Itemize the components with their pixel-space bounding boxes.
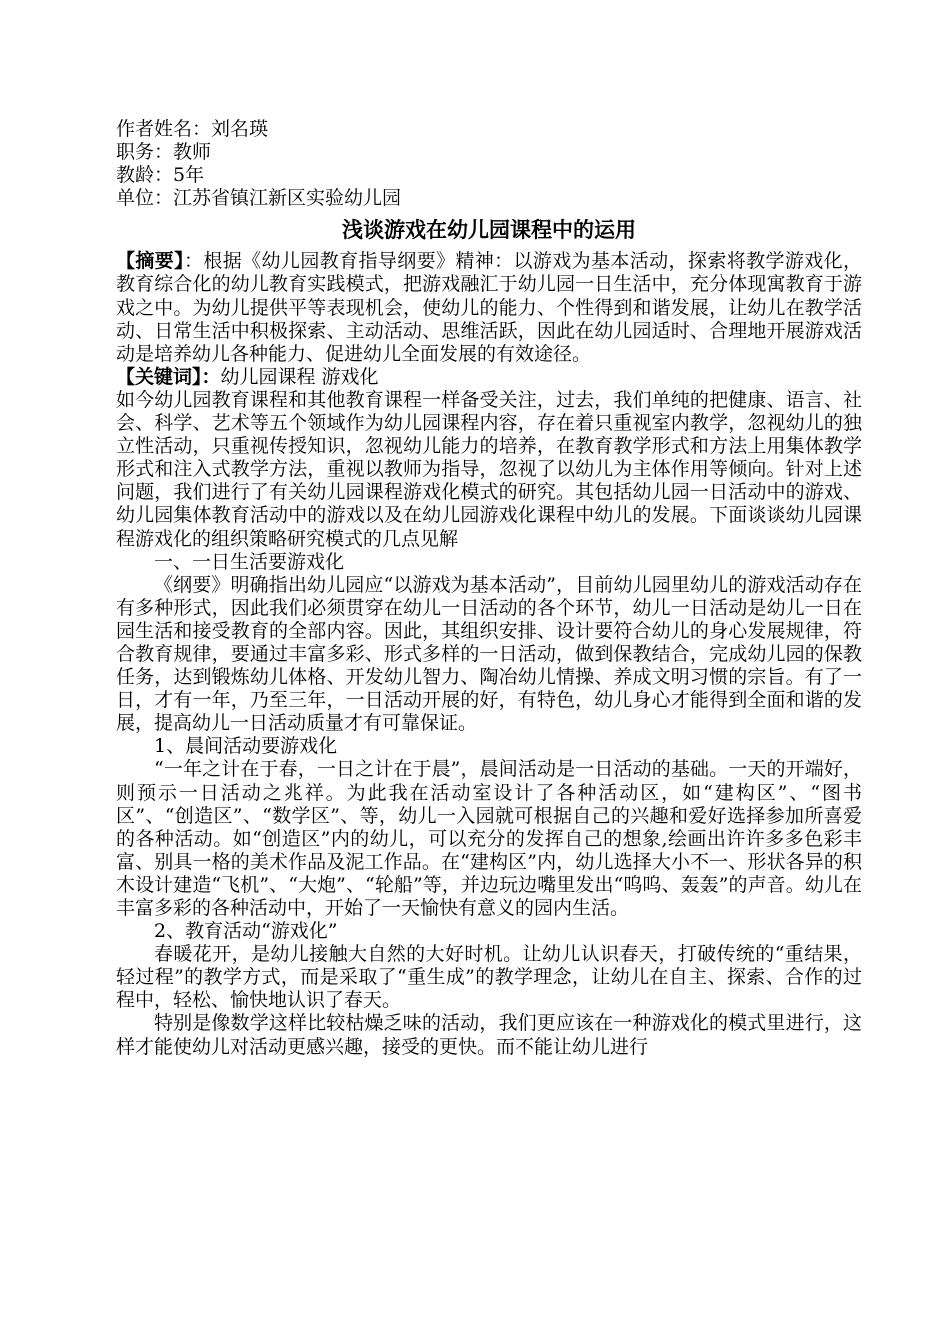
subsection-heading-1: 1、晨间活动要游戏化 xyxy=(154,735,338,758)
abstract-label: 【摘要】 xyxy=(116,250,185,273)
abstract-text: ：根据《幼儿园教育指导纲要》精神：以游戏为基本活动，探索将教学游戏化，教育综合化的幼儿教育实践模式，把游戏融汇于幼儿园一日生活中，充分体现寓教育于游戏之中。为幼儿提供平等表现机会，使幼儿的能力、个性得到和谐发展，让幼儿在教学活动、日常生活中积极探索、主动活动、思维活跃，因此在幼儿园适时、合理地开展游戏活动是培养幼儿各种能力、促进幼儿全面发展的有效途径。 xyxy=(116,250,862,365)
keywords-text: 幼儿园课程 游戏化 xyxy=(220,365,379,388)
abstract-paragraph xyxy=(116,250,862,365)
intro-paragraph: 如今幼儿园教育课程和其他教育课程一样备受关注，过去，我们单纯的把健康、语言、社会、科学、艺术等五个领域作为幼儿园课程内容，存在着只重视室内教学，忽视幼儿的独立性活动，只重视传授知识，忽视幼儿能力的培养，在教育教学形式和方法上用集体教学形式和注入式教学方法，重视以教师为指导，忽视了以幼儿为主体作用等倾向。针对上述问题，我们进行了有关幼儿园课程游戏化模式的研究。其包括幼儿园一日活动中的游戏、幼儿园集体教育活动中的游戏以及在幼儿园游戏化课程中幼儿的发展。下面谈谈幼儿园课程游戏化的组织策略研究模式的几点见解 xyxy=(116,388,862,550)
keywords-paragraph xyxy=(116,366,862,389)
work-unit: 单位：江苏省镇江新区实验幼儿园 xyxy=(116,187,402,210)
subsection-heading-2: 2、教育活动“游戏化” xyxy=(154,920,338,943)
body-paragraph-1: 《纲要》明确指出幼儿园应“以游戏为基本活动”，目前幼儿园里幼儿的游戏活动存在有多种形式，因此我们必须贯穿在幼儿一日活动的各个环节，幼儿一日活动是幼儿一日在园生活和接受教育的全部内容。因此，其组织安排、设计要符合幼儿的身心发展规律，符合教育规律，要通过丰富多彩、形式多样的一日活动，做到保教结合，完成幼儿园的保教任务，达到锻炼幼儿体格、开发幼儿智力、陶冶幼儿情操、养成文明习惯的宗旨。有了一日，才有一年，乃至三年，一日活动开展的好，有特色，幼儿身心才能得到全面和谐的发展，提高幼儿一日活动质量才有可靠保证。 xyxy=(116,573,862,735)
body-paragraph-3: 春暖花开，是幼儿接触大自然的大好时机。让幼儿认识春天，打破传统的“重结果，轻过程”的教学方式，而是采取了“重生成”的教学理念，让幼儿在自主、探索、合作的过程中，轻松、愉快地认识了春天。 xyxy=(116,943,862,1012)
body-paragraph-4: 特别是像数学这样比较枯燥乏味的活动，我们更应该在一种游戏化的模式里进行，这样才能使幼儿对活动更感兴趣，接受的更快。而不能让幼儿进行 xyxy=(116,1012,862,1058)
author-name: 作者姓名：刘名瑛 xyxy=(116,118,269,140)
author-position: 职务：教师 xyxy=(116,141,212,164)
document-page xyxy=(116,118,862,1059)
body-paragraph-2: “一年之计在于春，一日之计在于晨”，晨间活动是一日活动的基础。一天的开端好，则预示一日活动之兆祥。为此我在活动室设计了各种活动区，如“建构区”、“图书区”、“创造区”、“数学区”、等，幼儿一入园就可根据自己的兴趣和爱好选择参加所喜爱的各种活动。如“创造区”内的幼儿，可以充分的发挥自己的想象,绘画出许许多多色彩丰富、别具一格的美术作品及泥工作品。在“建构区”内，幼儿选择大小不一、形状各异的积木设计建造“飞机”、“大炮”、“轮船”等，并边玩边嘴里发出“呜呜、轰轰”的声音。幼儿在丰富多彩的各种活动中，开始了一天愉快有意义的园内生活。 xyxy=(116,758,862,919)
teaching-years: 教龄：5年 xyxy=(116,164,205,187)
keywords-label: 【关键词】： xyxy=(116,365,221,388)
section-heading-1: 一、一日生活要游戏化 xyxy=(154,550,345,573)
article-title: 浅谈游戏在幼儿园课程中的运用 xyxy=(342,218,636,243)
